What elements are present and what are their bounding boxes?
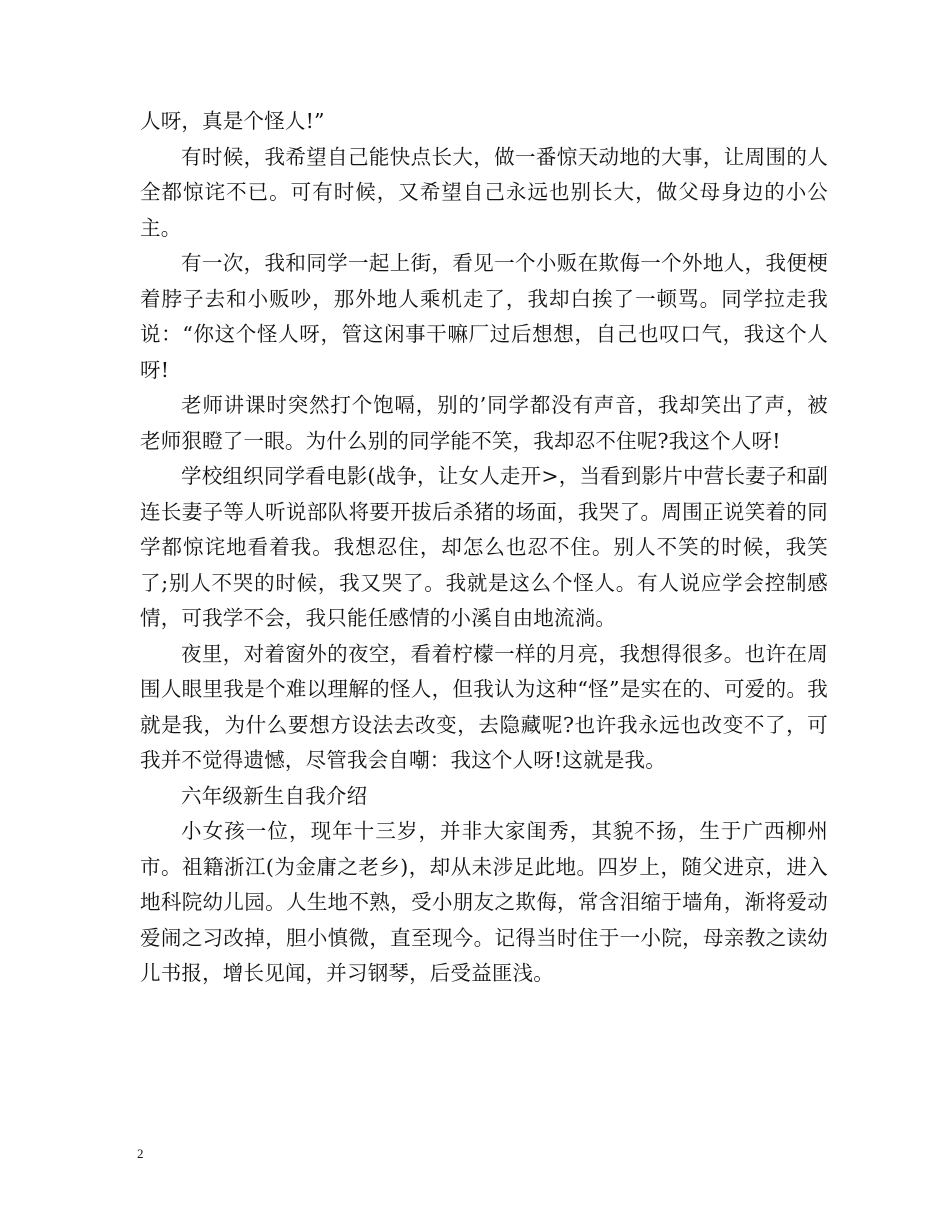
paragraph-continuation: 人呀，真是个怪人!” [140,109,325,133]
section-heading: 六年级新生自我介绍 [181,783,368,808]
paragraph: 学校组织同学看电影(战争，让女人走开>，当看到影片中营长妻子和副连长妻子等人听说部队将要开拔后杀猪的场面，我哭了。周围正说笑着的同学都惊诧地看着我。我想忍住，却怎么也忍不住。别人不笑的时候，我笑了;别人不哭的时候，我又哭了。我就是这么个怪人。有人说应学会控制感情，可我学不会，我只能任感情的小溪自由地流淌。 [140,464,828,630]
page-number: 2 [137,1146,144,1161]
paragraph: 有一次，我和同学一起上街，看见一个小贩在欺侮一个外地人，我便梗着脖子去和小贩吵，那外地人乘机走了，我却白挨了一顿骂。同学拉走我说：“你这个怪人呀，管这闲事干嘛厂过后想想，自己也叹口气，我这个人呀! [140,251,828,382]
paragraph: 夜里，对着窗外的夜空，看着柠檬一样的月亮，我想得很多。也许在周围人眼里我是个难以理解的怪人，但我认为这种“怪”是实在的、可爱的。我就是我，为什么要想方设法去改变，去隐藏呢?也许我永远也改变不了，可我并不觉得遗憾，尽管我会自嘲：我这个人呀!这就是我。 [140,641,828,772]
document-body [140,104,828,992]
paragraph: 有时候，我希望自己能快点长大，做一番惊天动地的大事，让周围的人全都惊诧不已。可有时候，又希望自己永远也别长大，做父母身边的小公主。 [140,144,828,240]
paragraph: 老师讲课时突然打个饱嗝，别的’同学都没有声音，我却笑出了声，被老师狠瞪了一眼。为什么别的同学能不笑，我却忍不住呢?我这个人呀! [140,393,828,453]
paragraph: 小女孩一位，现年十三岁，并非大家闺秀，其貌不扬，生于广西柳州市。祖籍浙江(为金庸之老乡)，却从未涉足此地。四岁上，随父进京，进入地科院幼儿园。人生地不熟，受小朋友之欺侮，常含泪缩于墙角，渐将爱动爱闹之习改掉，胆小慎微，直至现今。记得当时住于一小院，母亲教之读幼儿书报，增长见闻，并习钢琴，后受益匪浅。 [140,819,828,985]
